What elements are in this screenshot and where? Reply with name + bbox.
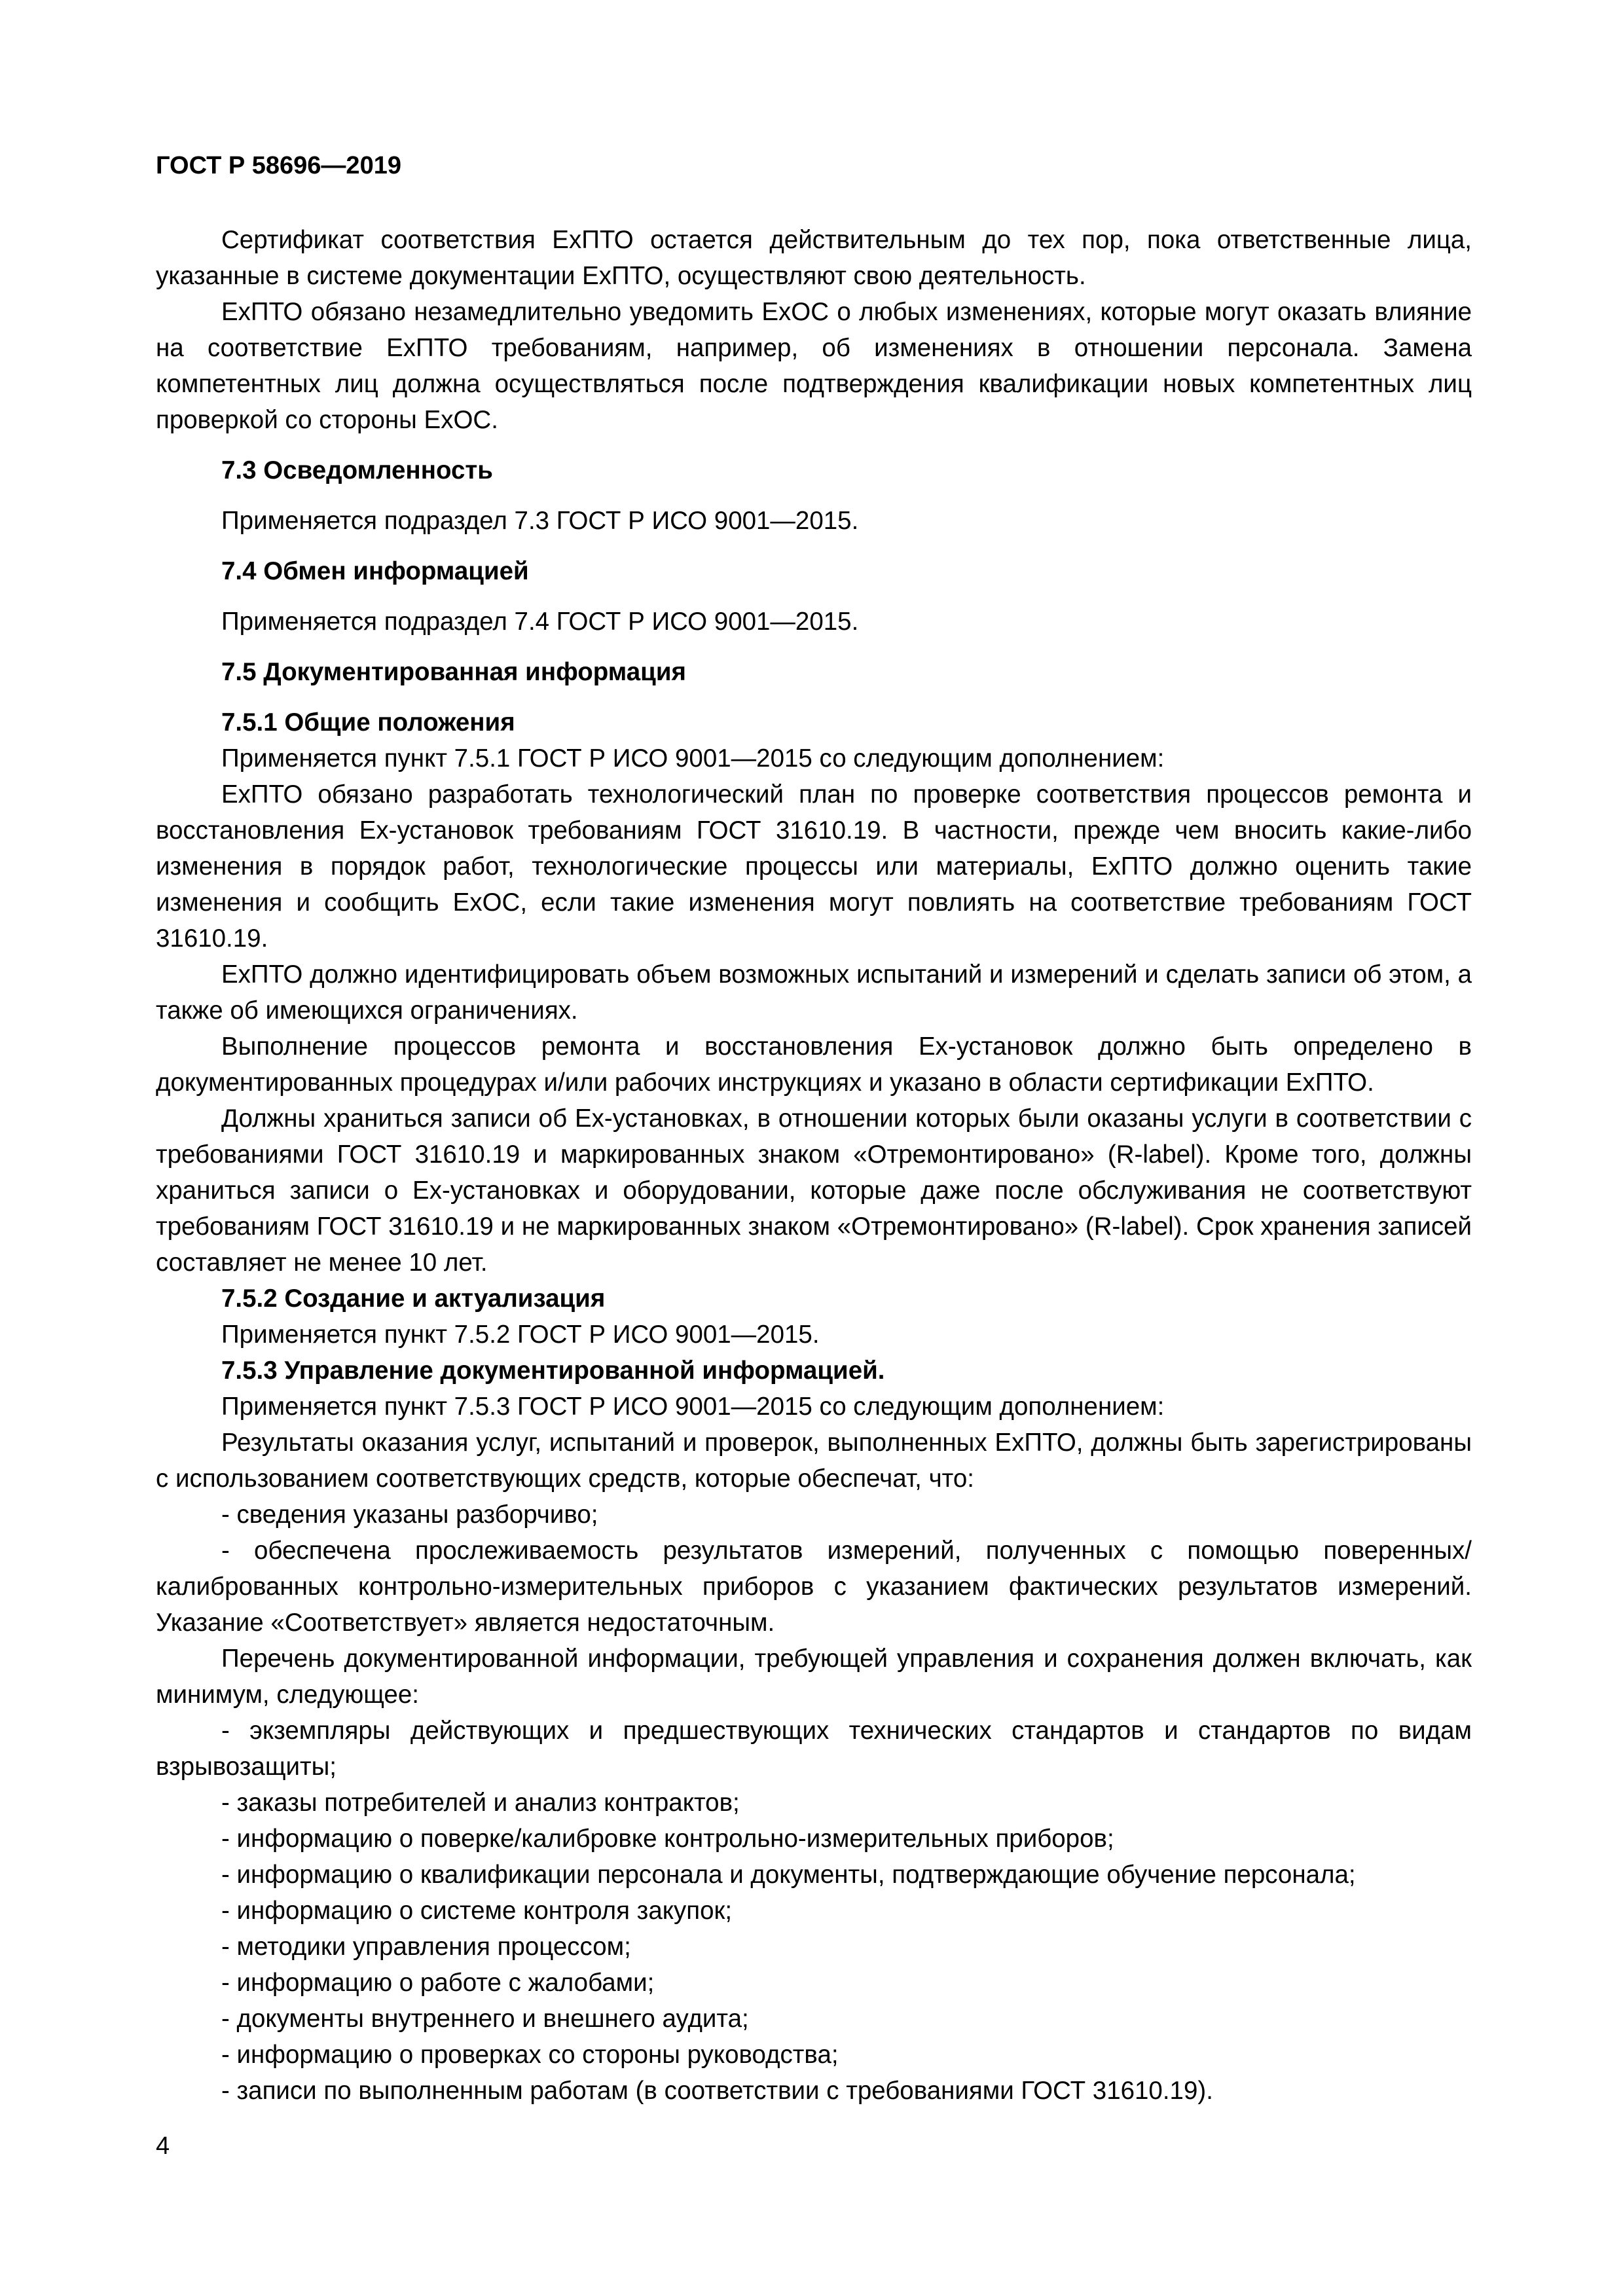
section-heading-7-5: 7.5 Документированная информация xyxy=(221,658,686,686)
paragraph: ExПТО должно идентифицировать объем возможных испытаний и измерений и сделать записи об этом, а также об имеющихся ограничениях. xyxy=(156,960,1472,1025)
list-item: - заказы потребителей и анализ контрактов; xyxy=(221,1789,740,1817)
list-item: - экземпляры действующих и предшествующих технических стандартов и стандартов по видам взрывозащиты; xyxy=(156,1717,1472,1781)
list-item: - сведения указаны разборчиво; xyxy=(221,1501,598,1529)
page-number: 4 xyxy=(156,2132,170,2160)
list-item: - методики управления процессом; xyxy=(221,1933,631,1961)
list-item: - документы внутреннего и внешнего аудита; xyxy=(221,2005,749,2033)
paragraph: ExПТО обязано незамедлительно уведомить ExOC о любых изменениях, которые могут оказать влияние на соответствие ExПТО требованиям, например, об изменениях в отношении персонала. Замена компетентных лиц должна осуществляться после подтверждения квалификации новых компетентных лиц проверкой со стороны ExOC. xyxy=(156,298,1472,434)
list-item: - информацию о системе контроля закупок; xyxy=(221,1897,733,1925)
paragraph: Применяется пункт 7.5.1 ГОСТ Р ИСО 9001—2015 со следующим дополнением: xyxy=(221,744,1165,773)
paragraph: Результаты оказания услуг, испытаний и проверок, выполненных ExПТО, должны быть зарегистрированы с использованием соответствующих средств, которые обеспечат, что: xyxy=(156,1429,1472,1493)
paragraph: Сертификат соответствия ExПТО остается действительным до тех пор, пока ответственные лица, указанные в системе документации ExПТО, осуществляют свою деятельность. xyxy=(156,226,1472,290)
paragraph: ExПТО обязано разработать технологический план по проверке соответствия процессов ремонта и восстановления Ex-установок требованиям ГОСТ 31610.19. В частности, прежде чем вносить какие-либо изменения в порядок работ, технологические процессы или материалы, ExПТО должно оценить такие изменения и сообщить ExOC, если такие изменения могут повлиять на соответствие требованиям ГОСТ 31610.19. xyxy=(156,780,1472,953)
list-item: - информацию о проверках со стороны руководства; xyxy=(221,2041,839,2069)
paragraph: Перечень документированной информации, требующей управления и сохранения должен включать, как минимум, следующее: xyxy=(156,1645,1472,1709)
paragraph: Применяется пункт 7.5.3 ГОСТ Р ИСО 9001—2015 со следующим дополнением: xyxy=(221,1393,1165,1421)
subsection-heading-7-5-3: 7.5.3 Управление документированной информацией. xyxy=(221,1357,885,1385)
subsection-heading-7-5-2: 7.5.2 Создание и актуализация xyxy=(221,1285,606,1313)
subsection-heading-7-5-1: 7.5.1 Общие положения xyxy=(221,708,515,737)
paragraph: Применяется подраздел 7.4 ГОСТ Р ИСО 9001—2015. xyxy=(221,608,859,636)
paragraph: Выполнение процессов ремонта и восстановления Ex-установок должно быть определено в документированных процедурах и/или рабочих инструкциях и указано в области сертификации ExПТО. xyxy=(156,1032,1472,1097)
section-heading-7-4: 7.4 Обмен информацией xyxy=(221,557,529,585)
list-item: - обеспечена прослеживаемость результатов измерений, полученных с помощью поверенных/калиброванных контрольно-измерительных приборов с указанием фактических результатов измерений. Указание «Соответствует» является недостаточным. xyxy=(156,1537,1472,1637)
paragraph: Применяется пункт 7.5.2 ГОСТ Р ИСО 9001—2015. xyxy=(221,1321,820,1349)
section-heading-7-3: 7.3 Осведомленность xyxy=(221,456,493,484)
list-item: - информацию о поверке/калибровке контрольно-измерительных приборов; xyxy=(221,1825,1114,1853)
list-item: - информацию о работе с жалобами; xyxy=(221,1969,655,1997)
list-item: - информацию о квалификации персонала и документы, подтверждающие обучение персонала; xyxy=(221,1861,1356,1889)
paragraph: Должны храниться записи об Ex-установках, в отношении которых были оказаны услуги в соответствии с требованиями ГОСТ 31610.19 и маркированных знаком «Отремонтировано» (R-label). Кроме того, должны храниться записи о Ex-установках и оборудовании, которые даже после обслуживания не соответствуют требованиям ГОСТ 31610.19 и не маркированных знаком «Отремонтировано» (R-label). Срок хранения записей составляет не менее 10 лет. xyxy=(156,1104,1472,1277)
standard-code-header: ГОСТ Р 58696—2019 xyxy=(156,152,401,179)
paragraph: Применяется подраздел 7.3 ГОСТ Р ИСО 9001—2015. xyxy=(221,507,859,535)
document-body xyxy=(156,222,1472,2109)
list-item: - записи по выполненным работам (в соответствии с требованиями ГОСТ 31610.19). xyxy=(221,2077,1213,2105)
